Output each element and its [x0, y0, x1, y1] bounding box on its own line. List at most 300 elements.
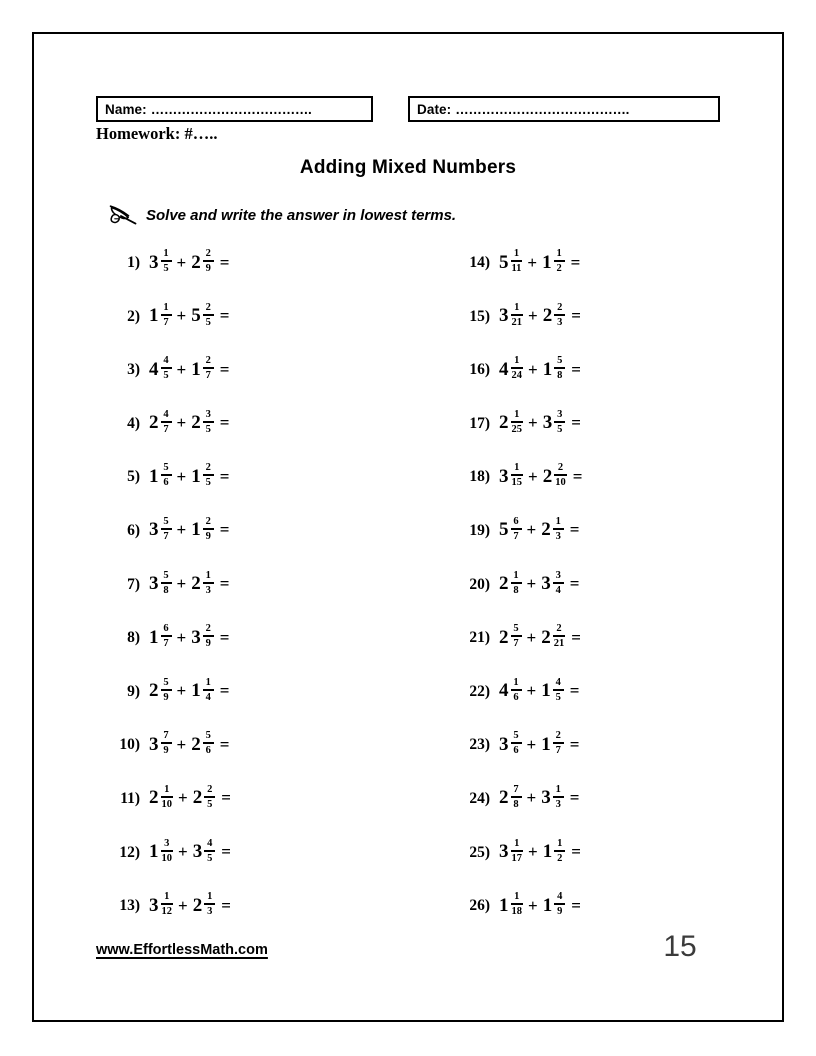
plus-operator: +	[526, 520, 537, 540]
fraction	[511, 462, 524, 488]
fraction-denominator: 9	[163, 691, 169, 703]
name-field[interactable]	[96, 96, 373, 122]
fraction	[554, 355, 565, 381]
fraction	[511, 570, 522, 596]
mixed-number	[191, 624, 214, 650]
fraction	[511, 891, 524, 917]
whole-part: 3	[499, 733, 509, 755]
fraction-bar	[161, 582, 172, 584]
fraction	[161, 784, 174, 810]
equals-operator: =	[221, 788, 231, 808]
fraction-numerator: 5	[557, 355, 563, 367]
fraction-bar	[161, 474, 172, 476]
fraction-numerator: 1	[514, 301, 520, 313]
plus-operator: +	[526, 574, 537, 594]
problem-number: 3)	[127, 361, 140, 379]
problem-expression	[149, 838, 231, 865]
fraction-denominator: 9	[163, 745, 169, 757]
fraction-numerator: 2	[557, 301, 563, 313]
fraction	[203, 462, 214, 488]
equals-operator: =	[219, 359, 230, 379]
fraction-bar	[161, 528, 172, 530]
fraction-numerator: 3	[557, 408, 563, 420]
problem-row	[460, 570, 790, 624]
problem-row	[110, 570, 440, 624]
fraction-numerator: 7	[513, 783, 519, 795]
whole-part: 3	[149, 894, 159, 916]
mixed-number	[499, 517, 522, 543]
problem-number: 2)	[127, 307, 140, 325]
whole-part: 1	[149, 465, 159, 487]
fraction-denominator: 6	[205, 745, 211, 757]
problem-number: 10)	[119, 736, 140, 754]
plus-operator: +	[176, 574, 187, 594]
problem-row	[460, 462, 790, 516]
equals-operator: =	[571, 842, 581, 862]
fraction-denominator: 5	[207, 852, 213, 864]
fraction-bar	[161, 635, 172, 637]
equals-operator: =	[219, 306, 230, 326]
problem-expression	[499, 838, 581, 865]
fraction	[553, 784, 564, 810]
fraction-bar	[204, 903, 215, 905]
equals-operator: =	[219, 681, 230, 701]
fraction	[511, 516, 522, 542]
fraction-numerator: 5	[513, 623, 519, 635]
fraction	[203, 623, 214, 649]
problem-expression	[149, 677, 229, 704]
fraction-denominator: 5	[207, 798, 213, 810]
mixed-number	[191, 356, 214, 382]
fraction-bar	[203, 367, 214, 369]
fraction-numerator: 5	[163, 515, 169, 527]
fraction	[511, 355, 524, 381]
fraction-numerator: 1	[514, 837, 520, 849]
problem-number: 20)	[469, 575, 490, 593]
whole-part: 2	[191, 251, 201, 273]
fraction-denominator: 9	[205, 530, 211, 542]
fraction-bar	[161, 742, 172, 744]
fraction-numerator: 5	[163, 462, 169, 474]
equals-operator: =	[571, 359, 581, 379]
fraction-bar	[203, 635, 214, 637]
mixed-number	[541, 731, 564, 757]
fraction-bar	[511, 582, 522, 584]
fraction	[161, 623, 172, 649]
problem-expression	[149, 302, 229, 329]
fraction-numerator: 2	[205, 515, 211, 527]
footer-website-link[interactable]: www.EffortlessMath.com	[96, 942, 268, 958]
fraction	[553, 623, 566, 649]
problem-number: 5)	[127, 468, 140, 486]
whole-part: 3	[499, 305, 509, 327]
problem-number: 17)	[469, 414, 490, 432]
fraction-bar	[553, 796, 564, 798]
fraction-bar	[161, 850, 174, 852]
fraction-denominator: 4	[555, 584, 561, 596]
fraction-denominator: 3	[555, 798, 561, 810]
fraction	[511, 302, 524, 328]
mixed-number	[191, 678, 214, 704]
equals-operator: =	[221, 842, 231, 862]
whole-part: 1	[541, 680, 551, 702]
fraction-bar	[511, 314, 524, 316]
fraction-numerator: 4	[207, 837, 213, 849]
equals-operator: =	[219, 413, 230, 433]
fraction-denominator: 5	[205, 423, 211, 435]
problem-number: 12)	[119, 843, 140, 861]
fraction-denominator: 5	[205, 316, 211, 328]
fraction-bar	[203, 742, 214, 744]
mixed-number	[191, 463, 214, 489]
fraction-numerator: 4	[163, 408, 169, 420]
problem-number: 22)	[469, 682, 490, 700]
plus-operator: +	[176, 359, 187, 379]
whole-part: 2	[499, 412, 509, 434]
whole-part: 2	[499, 573, 509, 595]
instruction-row	[108, 204, 456, 226]
mixed-number	[541, 624, 565, 650]
whole-part: 4	[499, 358, 509, 380]
fraction-bar	[553, 689, 564, 691]
fraction-denominator: 6	[513, 691, 519, 703]
fraction-denominator: 5	[163, 370, 169, 382]
equals-operator: =	[569, 681, 580, 701]
problem-row	[110, 623, 440, 677]
fraction	[161, 302, 172, 328]
equals-operator: =	[569, 574, 580, 594]
problem-row	[460, 248, 790, 302]
fraction-denominator: 8	[513, 584, 519, 596]
fraction-bar	[161, 796, 174, 798]
whole-part: 2	[192, 894, 203, 916]
problem-expression	[149, 409, 229, 436]
problem-expression	[149, 462, 229, 489]
fraction-denominator: 12	[161, 906, 172, 918]
problem-expression	[149, 891, 231, 918]
fraction-denominator: 7	[513, 638, 519, 650]
mixed-number	[499, 731, 522, 757]
page-title: Adding Mixed Numbers	[299, 157, 517, 178]
mixed-number	[543, 356, 566, 382]
problem-number: 8)	[127, 629, 140, 647]
problem-number: 19)	[469, 521, 490, 539]
fraction-bar	[203, 528, 214, 530]
fraction-numerator: 1	[163, 248, 169, 259]
fraction	[553, 730, 564, 756]
fraction-denominator: 21	[511, 316, 522, 328]
fraction-bar	[204, 796, 215, 798]
plus-operator: +	[528, 466, 538, 486]
problem-number: 26)	[469, 897, 490, 915]
fraction-denominator: 2	[557, 852, 563, 864]
fraction-bar	[161, 260, 172, 262]
plus-operator: +	[528, 895, 538, 915]
whole-part: 2	[149, 680, 159, 702]
problem-row	[110, 730, 440, 784]
mixed-number	[499, 463, 523, 489]
fraction-bar	[554, 314, 565, 316]
whole-part: 1	[542, 894, 553, 916]
fraction-numerator: 1	[514, 355, 520, 367]
fraction-numerator: 2	[207, 783, 213, 795]
mixed-number	[149, 356, 172, 382]
equals-operator: =	[219, 574, 230, 594]
fraction-denominator: 25	[511, 423, 522, 435]
fraction-bar	[511, 528, 522, 530]
plus-operator: +	[528, 842, 538, 862]
plus-operator: +	[176, 520, 187, 540]
fraction	[553, 516, 564, 542]
whole-part: 1	[191, 680, 201, 702]
problem-row	[460, 784, 790, 838]
problem-expression	[499, 248, 580, 275]
problem-row	[460, 302, 790, 356]
equals-operator: =	[219, 520, 230, 540]
fraction	[203, 248, 214, 274]
fraction-bar	[553, 742, 564, 744]
fraction	[203, 355, 214, 381]
problem-row	[110, 248, 440, 302]
mixed-number	[541, 785, 564, 811]
fraction-numerator: 3	[555, 569, 561, 581]
mixed-number	[499, 410, 523, 436]
problem-expression	[149, 248, 229, 275]
mixed-number	[543, 463, 567, 489]
whole-part: 1	[149, 305, 159, 327]
fraction	[554, 409, 565, 435]
fraction-numerator: 4	[557, 891, 563, 903]
fraction-denominator: 9	[205, 263, 211, 275]
plus-operator: +	[176, 627, 187, 647]
whole-part: 5	[499, 251, 509, 273]
problem-row	[110, 409, 440, 463]
fraction-denominator: 11	[511, 263, 522, 275]
mixed-number	[149, 410, 172, 436]
fraction-numerator: 5	[513, 730, 519, 742]
fraction	[203, 302, 214, 328]
fraction-denominator: 10	[555, 477, 566, 489]
problem-row	[460, 891, 790, 945]
problem-number: 4)	[127, 414, 140, 432]
problem-row	[110, 302, 440, 356]
whole-part: 1	[541, 733, 551, 755]
fraction-denominator: 4	[205, 691, 211, 703]
fraction-numerator: 5	[205, 730, 211, 742]
problem-row	[460, 355, 790, 409]
whole-part: 3	[192, 841, 203, 863]
whole-part: 2	[149, 787, 159, 809]
whole-part: 3	[499, 465, 509, 487]
whole-part: 3	[149, 733, 159, 755]
plus-operator: +	[176, 734, 187, 754]
mixed-number	[499, 303, 523, 329]
fraction	[161, 570, 172, 596]
fraction-numerator: 2	[557, 462, 564, 474]
fraction	[554, 838, 565, 864]
fraction	[554, 302, 565, 328]
problems-column-left	[110, 248, 440, 945]
equals-operator: =	[570, 252, 581, 272]
problem-number: 21)	[469, 629, 490, 647]
fraction	[553, 570, 564, 596]
problem-row	[110, 462, 440, 516]
instruction-text: Solve and write the answer in lowest terms.	[146, 206, 457, 224]
mixed-number	[542, 249, 565, 275]
mixed-number	[149, 892, 173, 918]
fraction-denominator: 24	[511, 370, 522, 382]
whole-part: 3	[542, 412, 553, 434]
mixed-number	[149, 624, 172, 650]
problem-number: 15)	[469, 307, 490, 325]
fraction	[161, 355, 172, 381]
problem-row	[110, 355, 440, 409]
fraction-denominator: 7	[163, 423, 169, 435]
fraction-numerator: 1	[207, 891, 213, 903]
equals-operator: =	[569, 520, 580, 540]
plus-operator: +	[178, 788, 188, 808]
header-fields	[96, 96, 720, 122]
mixed-number	[149, 517, 172, 543]
mixed-number	[499, 249, 522, 275]
fraction-numerator: 1	[555, 783, 561, 795]
whole-part: 1	[191, 358, 201, 380]
problem-number: 11)	[120, 789, 140, 807]
equals-operator: =	[571, 413, 581, 433]
plus-operator: +	[526, 681, 537, 701]
fraction-denominator: 3	[557, 316, 563, 328]
fraction-denominator: 7	[163, 316, 169, 328]
mixed-number	[499, 892, 523, 918]
fraction-numerator: 3	[205, 408, 211, 420]
mixed-number	[541, 517, 564, 543]
mixed-number	[499, 356, 523, 382]
whole-part: 1	[499, 894, 509, 916]
fraction-denominator: 7	[163, 530, 169, 542]
fraction-bar	[161, 421, 172, 423]
fraction-numerator: 5	[163, 569, 169, 581]
fraction-bar	[553, 635, 566, 637]
fraction-bar	[511, 796, 522, 798]
whole-part: 2	[541, 519, 551, 541]
whole-part: 5	[191, 305, 201, 327]
fraction-numerator: 1	[163, 301, 169, 313]
fraction-bar	[554, 367, 565, 369]
fraction-bar	[511, 903, 524, 905]
fraction-denominator: 3	[205, 584, 211, 596]
fraction	[161, 409, 172, 435]
whole-part: 4	[499, 680, 509, 702]
fraction	[511, 409, 524, 435]
fraction	[161, 516, 172, 542]
whole-part: 2	[499, 626, 509, 648]
fraction	[554, 248, 565, 274]
fraction	[161, 462, 172, 488]
date-dotted-line: ………………………………….	[455, 101, 629, 117]
fraction	[554, 891, 565, 917]
fraction-denominator: 7	[555, 745, 561, 757]
fraction	[161, 677, 172, 703]
problem-expression	[499, 891, 581, 918]
problem-row	[460, 677, 790, 731]
problem-number: 25)	[469, 843, 490, 861]
problem-row	[110, 516, 440, 570]
fraction-numerator: 1	[556, 248, 562, 259]
fraction-denominator: 18	[511, 906, 522, 918]
whole-part: 2	[542, 465, 553, 487]
problem-number: 6)	[127, 521, 140, 539]
page-number: 15	[663, 930, 697, 963]
mixed-number	[149, 249, 172, 275]
fraction-numerator: 2	[205, 301, 211, 313]
mixed-number	[149, 839, 173, 865]
fraction	[161, 838, 174, 864]
date-field[interactable]	[408, 96, 720, 122]
problem-number: 9)	[127, 682, 140, 700]
whole-part: 3	[191, 626, 201, 648]
fraction-numerator: 1	[164, 783, 170, 795]
plus-operator: +	[527, 252, 538, 272]
fraction-denominator: 6	[513, 745, 519, 757]
fraction-bar	[161, 689, 172, 691]
fraction-bar	[554, 421, 565, 423]
problem-expression	[499, 409, 581, 436]
problem-row	[460, 623, 790, 677]
fraction-numerator: 1	[513, 248, 520, 259]
plus-operator: +	[178, 842, 188, 862]
fraction	[511, 623, 522, 649]
fraction	[511, 838, 524, 864]
fraction-bar	[554, 474, 567, 476]
fraction-numerator: 7	[163, 730, 169, 742]
problem-expression	[499, 784, 579, 811]
plus-operator: +	[526, 627, 537, 647]
whole-part: 3	[149, 519, 159, 541]
mixed-number	[191, 731, 214, 757]
fraction-bar	[511, 260, 523, 262]
fraction-denominator: 9	[205, 638, 211, 650]
fraction	[203, 409, 214, 435]
mixed-number	[191, 571, 214, 597]
fraction-bar	[554, 903, 565, 905]
fraction	[161, 730, 172, 756]
fraction-denominator: 9	[557, 906, 563, 918]
problem-expression	[499, 516, 579, 543]
fraction-bar	[161, 903, 174, 905]
problem-row	[110, 891, 440, 945]
problem-expression	[499, 623, 581, 650]
fraction	[161, 248, 172, 274]
problem-number: 7)	[127, 575, 140, 593]
fraction	[204, 784, 215, 810]
fraction-denominator: 3	[555, 530, 561, 542]
fraction-bar	[511, 635, 522, 637]
fraction-bar	[553, 528, 564, 530]
fraction-bar	[511, 850, 524, 852]
mixed-number	[499, 571, 522, 597]
quill-pen-icon	[108, 204, 138, 226]
whole-part: 2	[191, 412, 201, 434]
mixed-number	[193, 892, 216, 918]
plus-operator: +	[176, 306, 187, 326]
plus-operator: +	[528, 359, 538, 379]
fraction-numerator: 1	[205, 676, 211, 688]
fraction-denominator: 7	[513, 530, 519, 542]
plus-operator: +	[526, 788, 537, 808]
problem-expression	[499, 570, 579, 597]
mixed-number	[499, 678, 522, 704]
whole-part: 2	[149, 412, 159, 434]
